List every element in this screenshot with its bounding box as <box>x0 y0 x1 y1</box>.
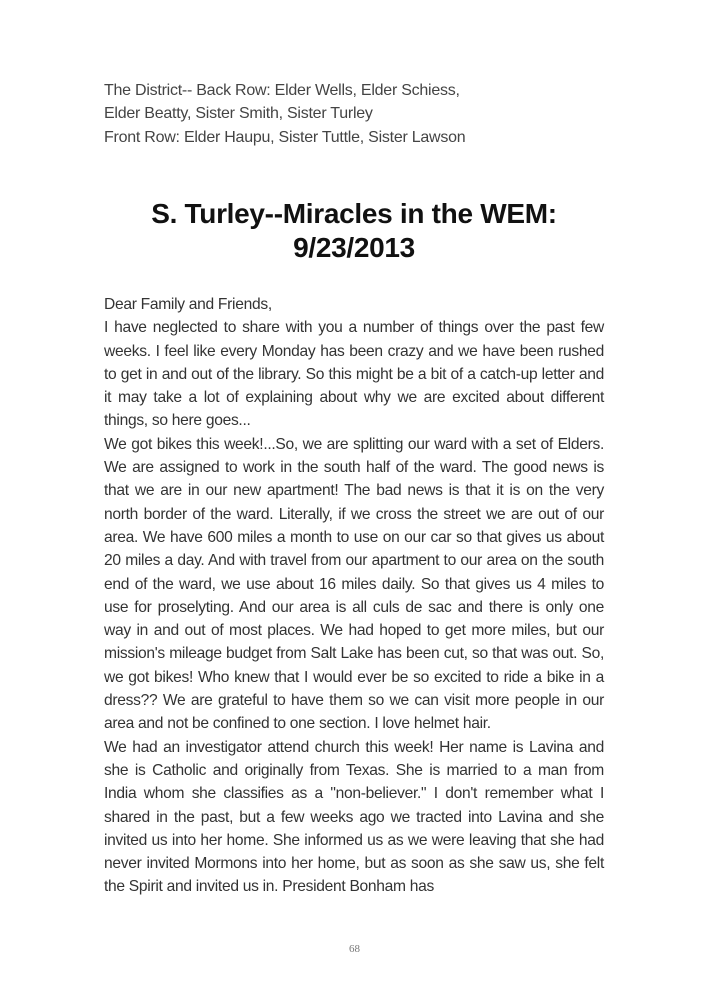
paragraph: I have neglected to share with you a number of things over the past few weeks. I feel like every Monday has been crazy and we have been rushed to get in and out of the library. So this might be a bit of a catch-up letter and it may take a lot of explaining about why we are excited about different things, so here goes... <box>104 319 604 430</box>
article-title <box>104 197 604 265</box>
caption-line: The District-- Back Row: Elder Wells, Elder Schiess, <box>104 82 460 99</box>
paragraph: We got bikes this week!...So, we are splitting our ward with a set of Elders. We are assigned to work in the south half of the ward. The good news is that we are in our new apartment! The bad news is that it is on the very north border of the ward. Literally, if we cross the street we are out of our area. We have 600 miles a month to use on our car so that gives us about 20 miles a day. And with travel from our apartment to our area on the south end of the ward, we use about 16 miles daily. So that gives us 4 miles to use for proselyting. And our area is all culs de sac and there is only one way in and out of most places. We had hoped to get more miles, but our mission's mileage budget from Salt Lake has been cut, so that was out. So, we got bikes! Who knew that I would ever be so excited to ride a bike in a dress?? We are grateful to have them so we can visit more people in our area and not be confined to one section. I love helmet hair. <box>104 435 604 733</box>
photo-caption <box>104 79 584 149</box>
paragraph: We had an investigator attend church this week! Her name is Lavina and she is Catholic and originally from Texas. She is married to a man from India whom she classifies as a "non-believer." I don't remember what I shared in the past, but a few weeks ago we tracted into Lavina and she invited us into her home. She informed us as we were leaving that she had never invited Mormons into her home, but as soon as she saw us, she felt the Spirit and invited us in. President Bonham has <box>104 738 604 896</box>
page-number: 68 <box>349 943 360 955</box>
salutation: Dear Family and Friends, <box>104 296 272 313</box>
title-line: S. Turley--Miracles in the WEM: <box>151 198 557 229</box>
article-body <box>104 293 604 899</box>
caption-line: Elder Beatty, Sister Smith, Sister Turley <box>104 105 373 123</box>
title-date: 9/23/2013 <box>293 232 415 263</box>
caption-line: Front Row: Elder Haupu, Sister Tuttle, Sister Lawson <box>104 128 466 146</box>
